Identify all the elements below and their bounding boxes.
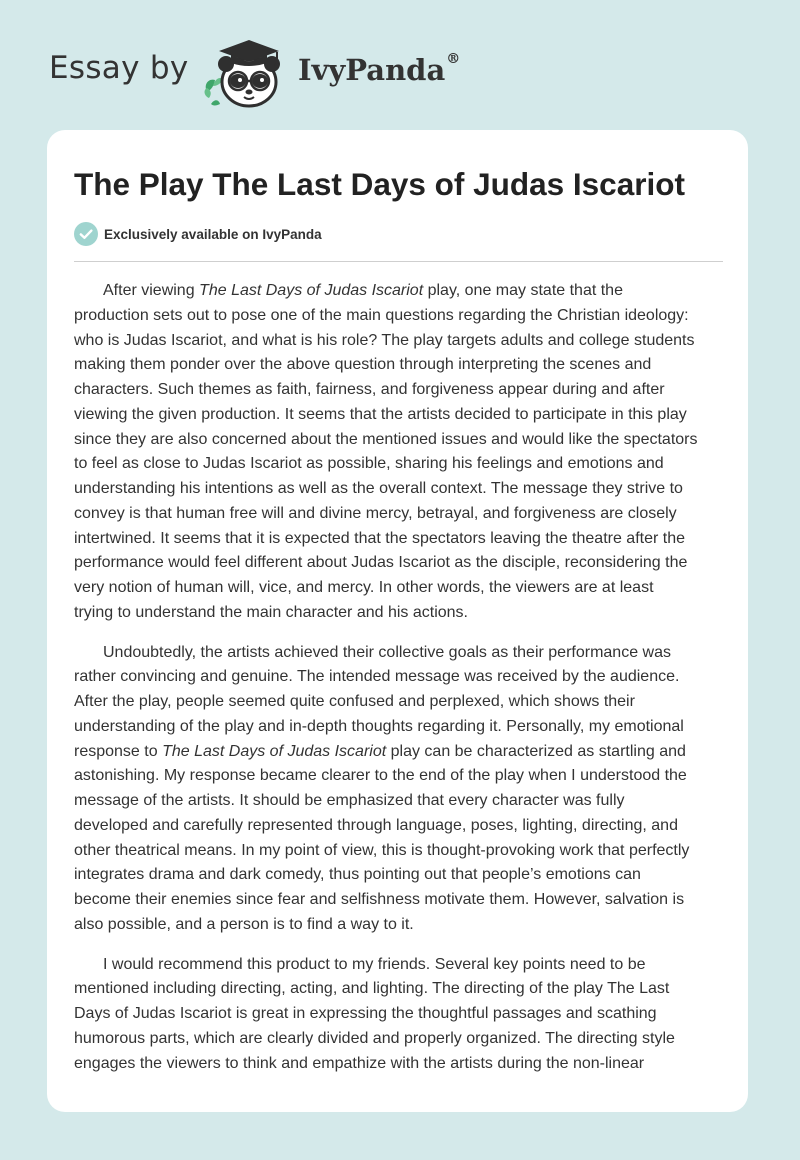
paragraph-line <box>74 764 726 789</box>
text-run: rather convincing and genuine. The intended message was received by the audience. <box>74 668 680 686</box>
text-run: Undoubtedly, the artists achieved their collective goals as their performance was <box>103 643 671 661</box>
text-run: I would recommend this product to my friends. Several key points need to be <box>103 955 646 973</box>
text-run: Days of Judas Iscariot is great in expressing the thoughtful passages and scathing <box>74 1005 657 1022</box>
paragraph-line <box>74 740 726 765</box>
paragraph-line <box>74 814 726 839</box>
paragraph-line <box>74 304 726 329</box>
text-run: intertwined. It seems that it is expected that the spectators leaving the theatre after the <box>74 529 686 547</box>
panda-graduate-logo-icon[interactable] <box>201 34 293 110</box>
text-run: very notion of human will, vice, and mercy. In other words, the viewers are at least <box>74 579 654 596</box>
text-run: to feel as close to Judas Iscariot as possible, sharing his feelings and emotions and <box>74 455 664 473</box>
text-run: play, one may state that the <box>423 282 623 299</box>
paragraph-line <box>74 863 726 888</box>
paragraph-line <box>74 353 726 378</box>
essay-paragraph <box>74 953 726 1077</box>
paragraph-line <box>74 953 726 978</box>
text-run: become their enemies since fear and selfishness motivate them. However, salvation is <box>74 891 685 908</box>
essay-body <box>74 279 726 1091</box>
text-run: play can be characterized as startling and <box>386 742 686 760</box>
text-run: After viewing <box>103 282 200 299</box>
essay-card <box>47 130 748 1112</box>
italic-title-text: The Last Days of Judas Iscariot <box>162 742 387 760</box>
paragraph-line <box>74 403 726 428</box>
paragraph-line <box>74 641 726 666</box>
site-header <box>0 0 800 130</box>
text-run: performance would feel different about Judas Iscariot as the disciple, reconsidering the <box>74 554 688 572</box>
paragraph-line <box>74 576 726 601</box>
paragraph-line <box>74 1052 726 1077</box>
paragraph-line <box>74 789 726 814</box>
check-circle-icon <box>74 222 98 246</box>
exclusive-badge <box>74 222 322 246</box>
brand-name[interactable]: IvyPanda® <box>298 51 461 87</box>
text-run: message of the artists. It should be emphasized that every character was fully <box>74 792 625 809</box>
text-run: viewing the given production. It seems that the artists decided to participate in this play <box>74 405 687 423</box>
text-run: characters. Such themes as faith, fairness, and forgiveness appear during and after <box>74 381 665 398</box>
paragraph-line <box>74 913 726 938</box>
title-divider <box>74 261 723 262</box>
paragraph-line <box>74 665 726 690</box>
text-run: convey is that human free will and divine mercy, betrayal, and forgiveness are closely <box>74 504 677 522</box>
paragraph-line <box>74 502 726 527</box>
paragraph-line <box>74 601 726 626</box>
paragraph-line <box>74 888 726 913</box>
italic-title-text: The Last Days of Judas Iscariot <box>199 282 424 299</box>
paragraph-line <box>74 527 726 552</box>
text-run: making them ponder over the above question through interpreting the scenes and <box>74 356 652 374</box>
text-run: astonishing. My response became clearer to the end of the play when I understood the <box>74 767 687 785</box>
paragraph-line <box>74 690 726 715</box>
text-run: production sets out to pose one of the main questions regarding the Christian ideology: <box>74 306 689 324</box>
text-run: developed and carefully represented through language, poses, lighting, directing, and <box>74 816 678 834</box>
essay-paragraph <box>74 279 726 626</box>
paragraph-line <box>74 1027 726 1052</box>
registered-mark: ® <box>446 51 461 67</box>
text-run: response to <box>74 742 163 760</box>
paragraph-line <box>74 551 726 576</box>
paragraph-line <box>74 839 726 864</box>
text-run: other theatrical means. In my point of view, this is thought-provoking work that perfectly <box>74 841 690 859</box>
paragraph-line <box>74 715 726 740</box>
paragraph-line <box>74 329 726 354</box>
paragraph-line <box>74 428 726 453</box>
essay-title: The Play The Last Days of Judas Iscariot <box>74 166 685 202</box>
text-run: After the play, people seemed quite confused and perplexed, which shows their <box>74 693 635 710</box>
paragraph-line <box>74 378 726 403</box>
paragraph-line <box>74 477 726 502</box>
paragraph-line <box>74 452 726 477</box>
text-run: since they are also concerned about the mentioned issues and would like the spectators <box>74 430 698 448</box>
text-run: mentioned including directing, acting, and lighting. The directing of the play The Last <box>74 980 670 998</box>
essay-by-label: Essay by <box>49 50 189 86</box>
paragraph-line <box>74 279 726 304</box>
text-run: integrates drama and dark comedy, thus pointing out that people’s emotions can <box>74 866 641 884</box>
paragraph-line <box>74 1002 726 1027</box>
essay-paragraph <box>74 641 726 938</box>
text-run: trying to understand the main character and his actions. <box>74 603 468 621</box>
text-run: humorous parts, which are clearly divided and properly organized. The directing style <box>74 1029 675 1047</box>
exclusive-badge-label: Exclusively available on IvyPanda <box>104 226 322 242</box>
text-run: understanding of the play and in-depth thoughts regarding it. Personally, my emotional <box>74 717 684 735</box>
text-run: who is Judas Iscariot, and what is his role? The play targets adults and college students <box>74 331 695 349</box>
text-run: also possible, and a person is to find a way to it. <box>74 915 414 933</box>
text-run: engages the viewers to think and empathize with the artists during the non-linear <box>74 1054 645 1072</box>
paragraph-line <box>74 977 726 1002</box>
text-run: understanding his intentions as well as the overall context. The message they strive to <box>74 480 683 497</box>
